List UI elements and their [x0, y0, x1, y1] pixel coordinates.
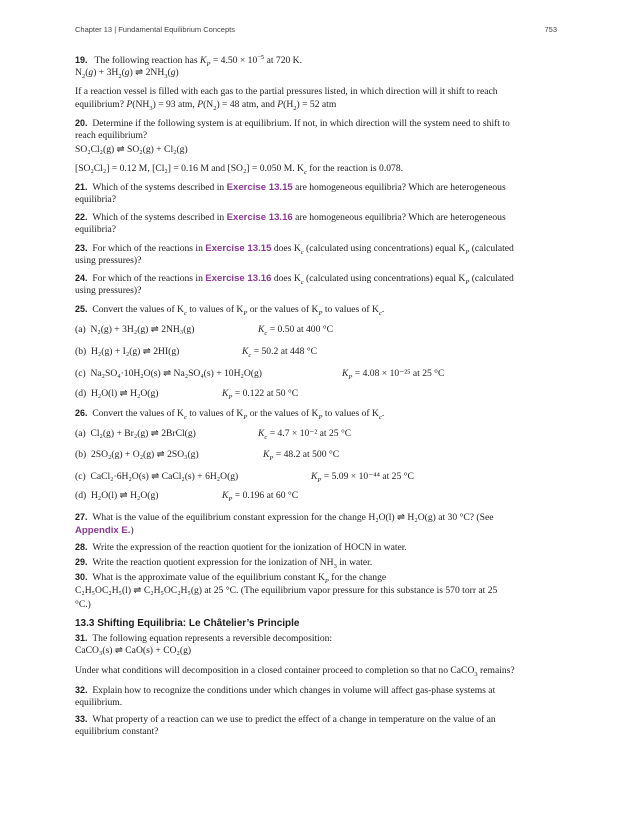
question-27-line1: 27. What is the value of the equilibrium constant expression for the change H₂O(l) ⇌ H₂O(g) at 30 °C? (See: [75, 512, 494, 523]
appendix-e-link[interactable]: Appendix E.: [75, 525, 131, 536]
question-31-equation: CaCO₃(s) ⇌ CaO(s) + CO₂(g): [75, 645, 192, 656]
question-23-line2: using pressures)?: [75, 255, 142, 266]
question-21-line2: equilibria?: [75, 194, 117, 205]
question-25a: (a) N₂(g) + 3H₂(g) ⇌ 2NH₃(g) $K_c = 0.50$ at 400 °C: [75, 324, 334, 337]
exercise-13-16-link[interactable]: Exercise 13.16: [205, 273, 272, 284]
question-19-para2: equilibrium? $P(NH_3) = 93$ atm, $P(N_2) = 48$ atm, and $P(H_2) = 52$ atm: [75, 99, 337, 112]
page-number: 753: [544, 25, 557, 34]
question-28: 28. Write the expression of the reaction quotient for the ionization of HOCN in water.: [75, 542, 407, 553]
question-30-line2: C₂H₅OC₂H₅(l) ⇌ C₂H₅OC₂H₅(g) at 25 °C. (The equilibrium vapor pressure for this substance is 570 torr at 25: [75, 585, 498, 596]
question-27-line2: Appendix E.): [75, 525, 134, 536]
exercise-13-15-link[interactable]: Exercise 13.15: [226, 182, 293, 193]
question-33-line2: equilibrium constant?: [75, 726, 159, 737]
chapter-header: Chapter 13 | Fundamental Equilibrium Concepts: [75, 25, 235, 34]
exercise-13-15-link[interactable]: Exercise 13.15: [205, 243, 272, 254]
question-29: 29. Write the reaction quotient expression for the ionization of $NH_3$ in water.: [75, 557, 373, 570]
question-25b: (b) H₂(g) + I₂(g) ⇌ 2HI(g) $K_c = 50.2$ at 448 °C: [75, 346, 318, 359]
question-25c: (c) Na₂SO₄·10H₂O(s) ⇌ Na₂SO₄(s) + 10H₂O(g) $K_P = 4.08 \times 10^{-25}$ at 25 °C: [75, 368, 445, 381]
question-25d: (d) H₂O(l) ⇌ H₂O(g) $K_P = 0.122$ at 50 °C: [75, 388, 299, 401]
question-26-prompt: 26. Convert the values of $K_c$ to values of $K_P$ or the values of $K_P$ to values of $K_c$.: [75, 408, 385, 421]
question-26a: (a) Cl₂(g) + Br₂(g) ⇌ 2BrCl(g) $K_c = 4.7 \times 10^{-2}$ at 25 °C: [75, 428, 352, 441]
question-21-line1: 21. Which of the systems described in Exercise 13.15 are homogeneous equilibria? Which are heterogeneous: [75, 182, 506, 193]
question-19-para1: If a reaction vessel is filled with each gas to the partial pressures listed, in which direction will it shift to reach: [75, 86, 498, 97]
question-20-equation: SO₂Cl₂(g) ⇌ SO₂(g) + Cl₂(g): [75, 144, 188, 155]
question-19-line1: 19. The following reaction has $K_P = 4.50 \times 10^{-5}$ at 720 K.: [75, 53, 303, 68]
question-26d: (d) H₂O(l) ⇌ H₂O(g) $K_P = 0.196$ at 60 °C: [75, 490, 299, 503]
question-33-line1: 33. What property of a reaction can we use to predict the effect of a change in temperature on the value of an: [75, 714, 496, 725]
exercise-13-16-link[interactable]: Exercise 13.16: [226, 212, 293, 223]
question-26c: (c) CaCl₂·6H₂O(s) ⇌ CaCl₂(s) + 6H₂O(g) $K_P = 5.09 \times 10^{-44}$ at 25 °C: [75, 471, 414, 484]
question-25-prompt: 25. Convert the values of $K_c$ to values of $K_P$ or the values of $K_P$ to values of $K_c$.: [75, 304, 385, 317]
question-24-line1: 24. For which of the reactions in Exercise 13.16 does $K_c$ (calculated using concentrations) equal $K_P$ (calculated: [75, 273, 514, 286]
question-32-line2: equilibrium.: [75, 697, 123, 708]
question-20-line1: 20. Determine if the following system is at equilibrium. If not, in which direction will the system need to shift to: [75, 118, 510, 129]
question-26b: (b) 2SO₂(g) + O₂(g) ⇌ 2SO₃(g) $K_P = 48.2$ at 500 °C: [75, 449, 340, 462]
question-20-line2: reach equilibrium?: [75, 130, 148, 141]
question-30-line3: °C.): [75, 599, 91, 610]
question-31-line1: 31. The following equation represents a reversible decomposition:: [75, 633, 333, 644]
question-22-line1: 22. Which of the systems described in Exercise 13.16 are homogeneous equilibria? Which are heterogeneous: [75, 212, 506, 223]
question-23-line1: 23. For which of the reactions in Exercise 13.15 does $K_c$ (calculated using concentrations) equal $K_P$ (calculated: [75, 243, 514, 256]
question-19-equation: $N_2(g) + 3H_2(g)$ ⇌ $2NH_3(g)$: [75, 67, 179, 80]
question-20-concentrations: [SO₂Cl₂] = 0.12 M, [Cl₂] = 0.16 M and [SO₂] = 0.050 M. $K_c$ for the reaction is 0.078.: [75, 163, 404, 176]
question-32-line1: 32. Explain how to recognize the conditions under which changes in volume will affect gas-phase systems at: [75, 685, 496, 696]
question-22-line2: equilibria?: [75, 224, 117, 235]
question-24-line2: using pressures)?: [75, 285, 142, 296]
question-30-line1: 30. What is the approximate value of the equilibrium constant $K_P$ for the change: [75, 572, 387, 585]
question-31-line3: Under what conditions will decomposition in a closed container proceed to completion so that no CaCO$_3$ remains?: [75, 665, 515, 678]
section-title: 13.3 Shifting Equilibria: Le Châtelier’s Principle: [75, 618, 300, 629]
